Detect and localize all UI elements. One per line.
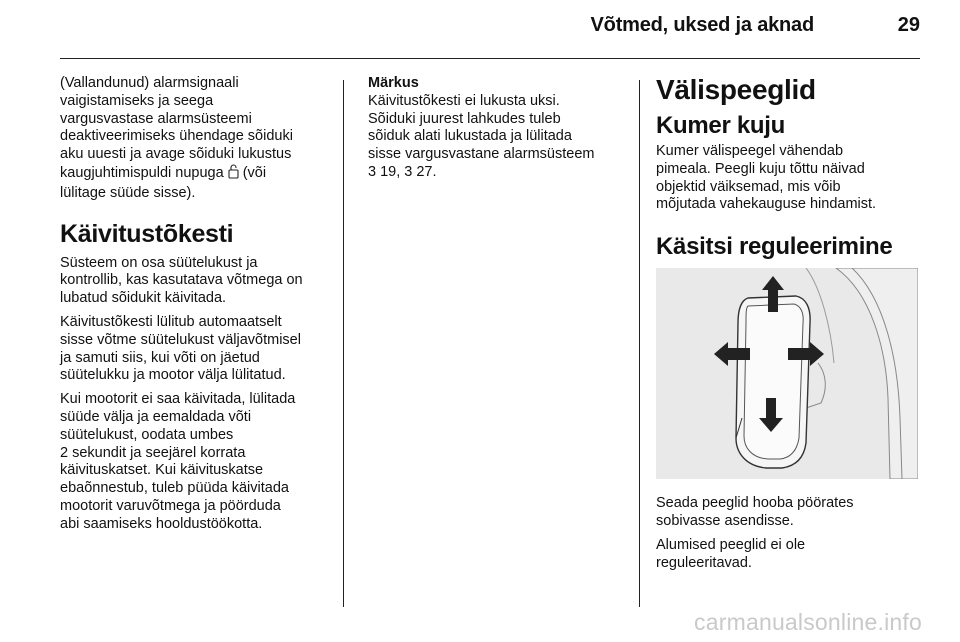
convex-shape-heading: Kumer kuju bbox=[656, 112, 786, 139]
column-middle bbox=[368, 75, 630, 188]
page-number: 29 bbox=[897, 14, 920, 36]
column-right bbox=[656, 75, 921, 578]
section-title: Välispeeglid bbox=[656, 74, 816, 105]
unlock-icon bbox=[228, 164, 239, 185]
column-divider-1 bbox=[343, 80, 344, 607]
mirror-adjustment-figure bbox=[656, 268, 918, 479]
adjust-paragraph-1: Seada peeglid hooba pöörates sobivasse asendisse. bbox=[656, 495, 854, 529]
note-heading: Märkus bbox=[368, 75, 419, 91]
manual-adjustment-heading: Käsitsi reguleerimine bbox=[656, 233, 893, 261]
immobiliser-paragraph-2: Käivitustõkesti lülitub automaatselt sisse võtme süütelukust väljavõtmisel ja samuti siis, kui võti on jäetud süütelukku ja mootor välja lülitatud. bbox=[60, 313, 301, 384]
alarm-paragraph: (Vallandunud) alarmsignaali vaigistamiseks ja seega vargusvastase alarmsüsteemi deaktiveerimiseks ühendage sõiduki aku uuesti ja avage sõiduki lukustus kaugjuhtimispuldi nupuga (või lülitage süüde sisse). bbox=[60, 75, 293, 201]
immobiliser-heading: Käivitustõkesti bbox=[60, 219, 234, 248]
mirror-illustration bbox=[656, 268, 918, 479]
column-left bbox=[60, 75, 330, 540]
page-reference[interactable]: 3 19, 3 27. bbox=[368, 163, 437, 180]
watermark: carmanualsonline.info bbox=[694, 609, 922, 635]
immobiliser-paragraph-3: Kui mootorit ei saa käivitada, lülitada süüde välja ja eemaldada võti süütelukust, oodata umbes 2 sekundit ja seejärel korrata käivituskatset. Kui käivituskatse ebaõnnestub, tuleb püüda käivitada mootorit varuvõtmega ja pöörduda abi saamiseks hooldustöökotta. bbox=[60, 391, 296, 532]
note-paragraph: Käivitustõkesti ei lukusta uksi. Sõiduki juurest lahkudes tuleb sõiduk alati lukustada ja lülitada sisse vargusvastane alarmsüsteem 3 19, 3 27. bbox=[368, 92, 595, 180]
convex-shape-paragraph: Kumer välispeegel vähendab pimeala. Peegli kuju tõttu näivad objektid väiksemad, mis võib mõjutada vahekauguse hindamist. bbox=[656, 143, 877, 213]
adjust-paragraph-2: Alumised peeglid ei ole reguleeritavad. bbox=[656, 536, 806, 571]
page-header-title: Võtmed, uksed ja aknad bbox=[590, 14, 814, 36]
header-rule bbox=[60, 58, 920, 59]
immobiliser-paragraph-1: Süsteem on osa süütelukust ja kontrollib, kas kasutatava võtmega on lubatud sõidukit käivitada. bbox=[60, 254, 303, 307]
column-divider-2 bbox=[639, 80, 640, 607]
